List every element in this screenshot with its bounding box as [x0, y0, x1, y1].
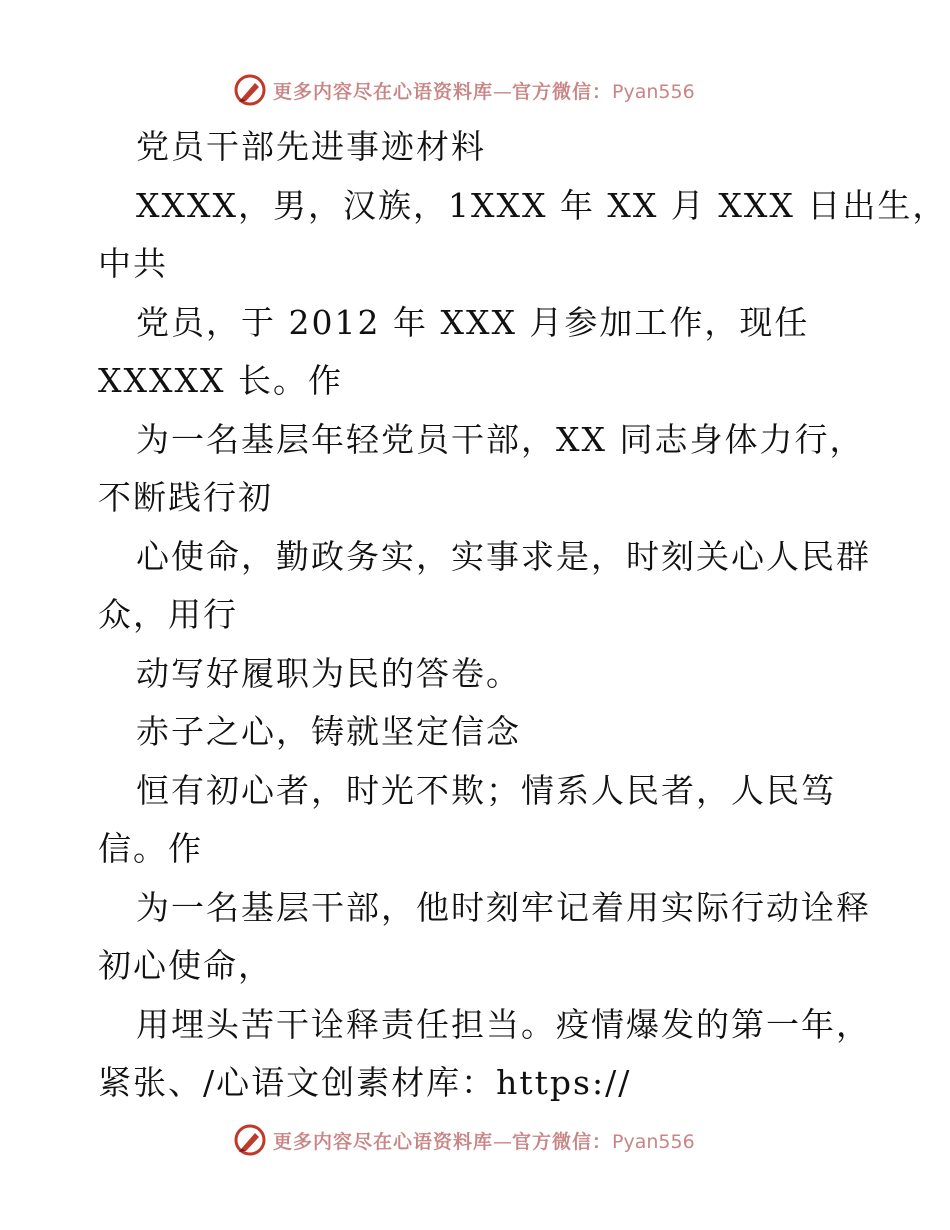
- footer-banner-slogan: 更多内容尽在心语资料库: [273, 1130, 494, 1153]
- footer-banner-account: Pyan556: [612, 1130, 695, 1153]
- document-line: XXXX，男，汉族，1XXX 年 XX 月 XXX 日出生，: [136, 185, 948, 225]
- footer-banner: [233, 1120, 713, 1160]
- document-body: [98, 118, 948, 1113]
- pen-logo-icon: [233, 1123, 267, 1157]
- document-line: 初心使命，: [98, 946, 273, 985]
- footer-banner-separator: —: [493, 1130, 513, 1153]
- header-banner-official: 官方微信：: [512, 80, 613, 103]
- document-line: 中共: [98, 244, 168, 283]
- footer-banner-official: 官方微信：: [512, 1130, 613, 1153]
- header-banner-slogan: 更多内容尽在心语资料库: [273, 80, 494, 103]
- footer-banner-text: [273, 1127, 695, 1154]
- document-line: 不断践行初: [98, 478, 273, 517]
- section-heading: 赤子之心，铸就坚定信念: [136, 712, 521, 751]
- document-line: 恒有初心者，时光不欺；情系人民者，人民笃: [136, 770, 836, 810]
- document-line: 众，用行: [98, 595, 238, 634]
- document-line: 为一名基层年轻党员干部，XX 同志身体力行，: [136, 419, 865, 459]
- document-line: 用埋头苦干诠释责任担当。疫情爆发的第一年，: [136, 1004, 871, 1044]
- header-banner-account: Pyan556: [612, 80, 695, 103]
- header-banner-text: [273, 77, 695, 104]
- document-line: 为一名基层干部，他时刻牢记着用实际行动诠释: [136, 887, 871, 927]
- header-banner: [233, 70, 713, 110]
- document-line: 信。作: [98, 829, 203, 868]
- document-line: 心使命，勤政务实，实事求是，时刻关心人民群: [136, 536, 871, 576]
- header-banner-separator: —: [493, 80, 513, 103]
- document-line: 党员，于 2012 年 XXX 月参加工作，现任: [136, 302, 810, 342]
- pen-logo-icon: [233, 73, 267, 107]
- document-line: 动写好履职为民的答卷。: [136, 653, 521, 693]
- document-line: XXXXX 长。作: [98, 361, 343, 400]
- document-line: 紧张、/心语文创素材库：https://: [98, 1063, 632, 1102]
- document-title: 党员干部先进事迹材料: [136, 127, 486, 166]
